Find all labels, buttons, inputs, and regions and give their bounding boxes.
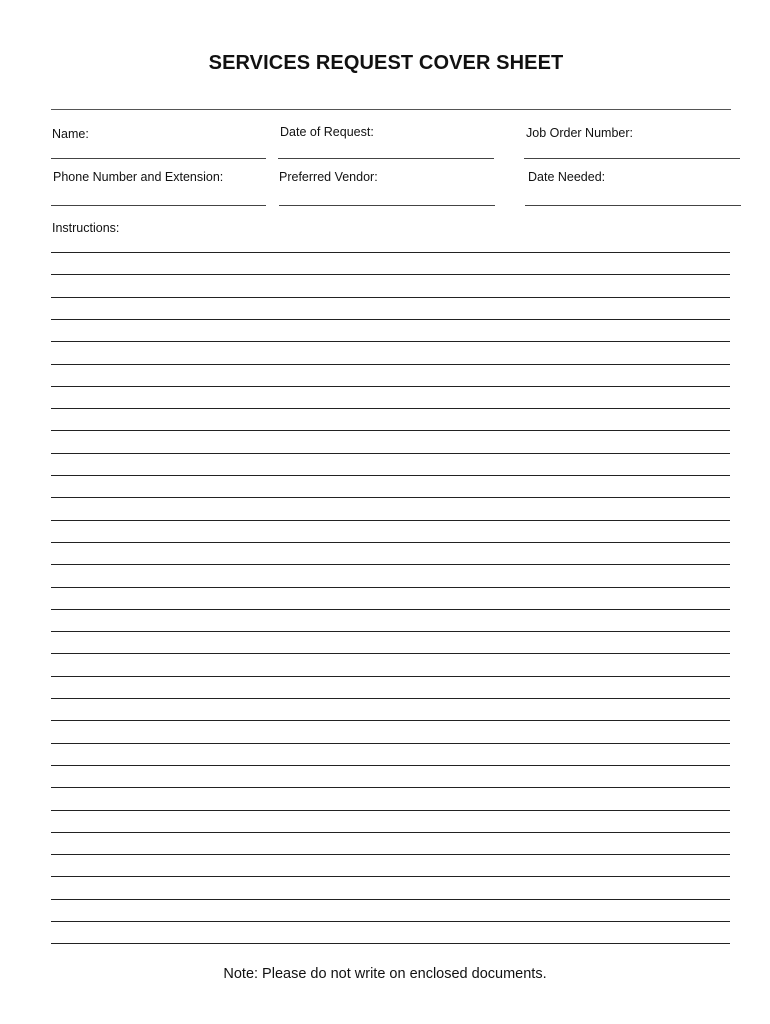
instruction-line[interactable] <box>51 765 730 766</box>
instruction-line[interactable] <box>51 564 730 565</box>
instructions-label: Instructions: <box>52 221 120 235</box>
instruction-line[interactable] <box>51 319 730 320</box>
instruction-line[interactable] <box>51 520 730 521</box>
instruction-line[interactable] <box>51 899 730 900</box>
date-needed-field[interactable] <box>525 205 741 206</box>
footer-note: Note: Please do not write on enclosed documents. <box>223 966 547 982</box>
date-of-request-label: Date of Request: <box>280 125 374 139</box>
instruction-line[interactable] <box>51 453 730 454</box>
instruction-line[interactable] <box>51 810 730 811</box>
instruction-line[interactable] <box>51 676 730 677</box>
instruction-line[interactable] <box>51 921 730 922</box>
instruction-line[interactable] <box>51 609 730 610</box>
instruction-line[interactable] <box>51 408 730 409</box>
name-field[interactable] <box>51 158 266 159</box>
date-needed-label: Date Needed: <box>528 170 606 184</box>
instruction-line[interactable] <box>51 274 730 275</box>
instruction-line[interactable] <box>51 297 730 298</box>
instruction-line[interactable] <box>51 497 730 498</box>
instruction-line[interactable] <box>51 587 730 588</box>
instruction-line[interactable] <box>51 631 730 632</box>
instruction-line[interactable] <box>51 430 730 431</box>
date-of-request-field[interactable] <box>278 158 494 159</box>
instruction-line[interactable] <box>51 743 730 744</box>
instruction-line[interactable] <box>51 720 730 721</box>
instruction-line[interactable] <box>51 341 730 342</box>
page-title: SERVICES REQUEST COVER SHEET <box>208 52 564 74</box>
instruction-line[interactable] <box>51 698 730 699</box>
phone-field[interactable] <box>51 205 266 206</box>
phone-label: Phone Number and Extension: <box>53 170 224 184</box>
instruction-line[interactable] <box>51 475 730 476</box>
instruction-line[interactable] <box>51 364 730 365</box>
instruction-line[interactable] <box>51 832 730 833</box>
instruction-line[interactable] <box>51 386 730 387</box>
instruction-line[interactable] <box>51 252 730 253</box>
preferred-vendor-label: Preferred Vendor: <box>279 170 378 184</box>
instruction-line[interactable] <box>51 854 730 855</box>
preferred-vendor-field[interactable] <box>279 205 495 206</box>
instruction-line[interactable] <box>51 787 730 788</box>
name-label: Name: <box>52 127 89 141</box>
instruction-line[interactable] <box>51 653 730 654</box>
instruction-line[interactable] <box>51 876 730 877</box>
instruction-line[interactable] <box>51 542 730 543</box>
job-order-number-field[interactable] <box>524 158 740 159</box>
header-divider <box>51 109 731 110</box>
job-order-number-label: Job Order Number: <box>526 126 633 140</box>
instruction-line[interactable] <box>51 943 730 944</box>
